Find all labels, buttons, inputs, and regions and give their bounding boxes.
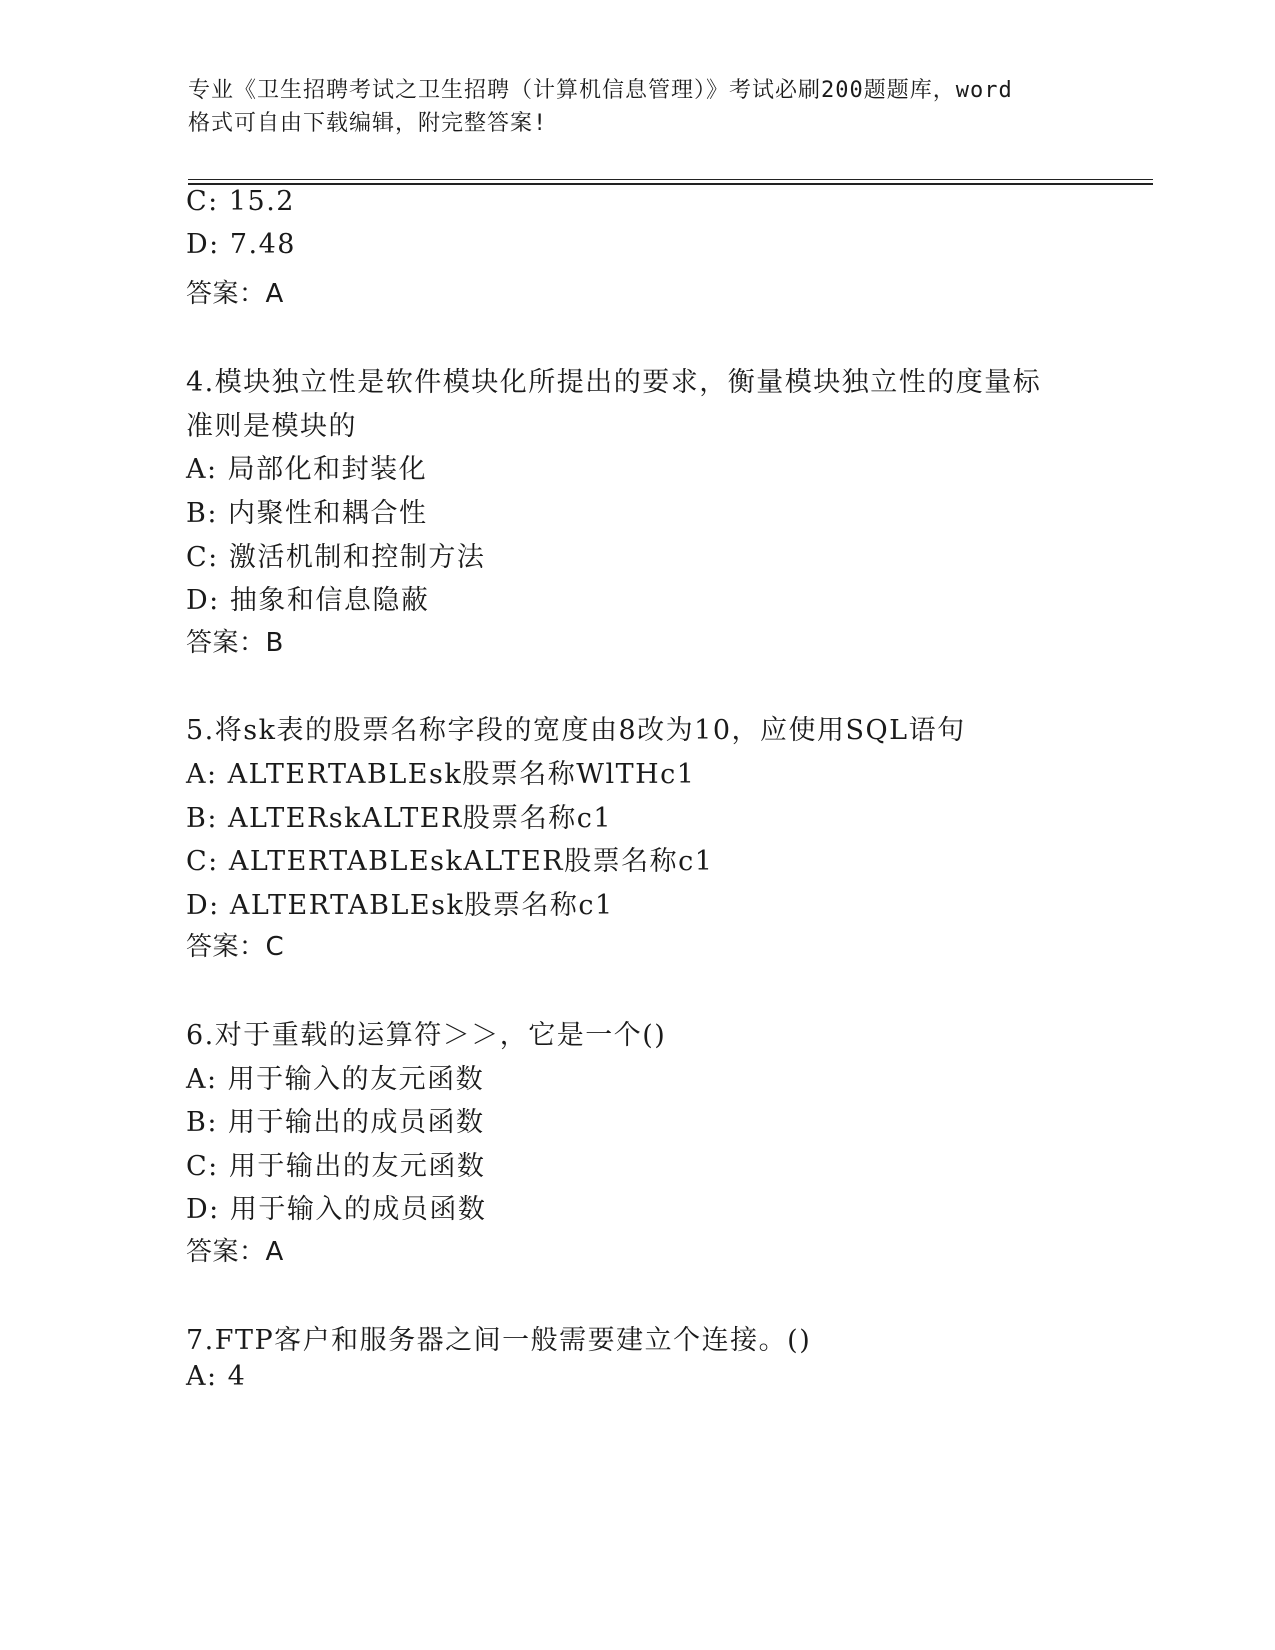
q5-stem: 5.将sk表的股票名称字段的宽度由8改为10，应使用SQL语句 <box>186 715 966 746</box>
q3-answer: 答案：A <box>186 279 284 309</box>
q7-option-a: A: 4 <box>186 1361 247 1392</box>
q6-answer: 答案：A <box>186 1237 284 1267</box>
q4-option-a: A: 局部化和封装化 <box>186 454 428 485</box>
header-divider-thick <box>188 183 1153 185</box>
q6-option-a: A: 用于输入的友元函数 <box>186 1064 485 1095</box>
q5-option-b: B: ALTERskALTER股票名称c1 <box>186 803 613 834</box>
q4-stem-line-1: 4.模块独立性是软件模块化所提出的要求，衡量模块独立性的度量标 <box>186 367 1042 398</box>
q5-option-a: A: ALTERTABLEsk股票名称WlTHc1 <box>186 759 696 790</box>
q3-option-c: C: 15.2 <box>186 186 295 217</box>
header-line-2: 格式可自由下载编辑，附完整答案! <box>188 111 548 136</box>
q4-stem-line-2: 准则是模块的 <box>186 411 357 442</box>
q6-option-b: B: 用于输出的成员函数 <box>186 1107 485 1138</box>
q7-stem: 7.FTP客户和服务器之间一般需要建立个连接。() <box>186 1325 812 1356</box>
q5-option-c: C: ALTERTABLEskALTER股票名称c1 <box>186 846 714 877</box>
q4-option-c: C: 激活机制和控制方法 <box>186 542 486 573</box>
q5-answer: 答案：C <box>186 932 285 962</box>
header-line-1: 专业《卫生招聘考试之卫生招聘（计算机信息管理）》考试必刷200题题库，word <box>188 78 1013 103</box>
q3-option-d: D: 7.48 <box>186 229 296 260</box>
q6-option-c: C: 用于输出的友元函数 <box>186 1151 486 1182</box>
q4-answer: 答案：B <box>186 628 284 658</box>
document-header <box>188 74 1108 140</box>
q6-stem: 6.对于重载的运算符＞＞，它是一个() <box>186 1020 667 1051</box>
q5-option-d: D: ALTERTABLEsk股票名称c1 <box>186 890 614 921</box>
q4-option-d: D: 抽象和信息隐蔽 <box>186 585 430 616</box>
header-divider-thin <box>188 179 1153 180</box>
q6-option-d: D: 用于输入的成员函数 <box>186 1194 487 1225</box>
q4-option-b: B: 内聚性和耦合性 <box>186 498 428 529</box>
